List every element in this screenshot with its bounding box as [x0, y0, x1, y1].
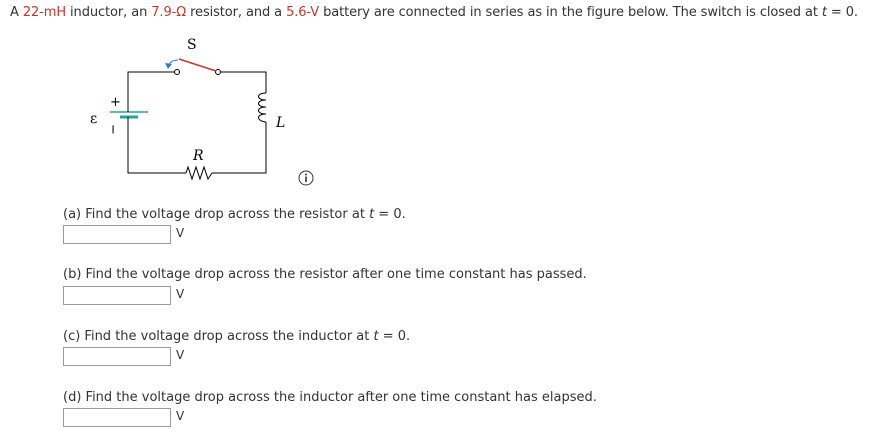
question-a: [63, 207, 406, 222]
time-variable: t: [373, 329, 379, 344]
emf-label: ε: [90, 111, 98, 127]
wire-right-bottom: [212, 122, 266, 173]
question-text: = 0.: [378, 329, 411, 344]
resistor-zigzag: [186, 167, 212, 179]
question-letter: (b): [63, 267, 82, 282]
question-letter: (d): [63, 390, 82, 405]
answer-input-d[interactable]: [63, 408, 171, 427]
inductor-label: L: [276, 115, 286, 131]
switch-contact-right: [216, 70, 221, 75]
circuit-diagram: [0, 0, 340, 200]
intro-text: battery are connected in series as in the figure below. The switch is closed at: [319, 5, 822, 20]
question-b: [63, 267, 587, 282]
question-letter: (a): [63, 207, 82, 222]
minus-label: −: [105, 124, 120, 135]
question-text: Find the voltage drop across the resistor after one time constant has passed.: [81, 267, 587, 282]
unit-label: V: [176, 287, 185, 301]
question-text: Find the voltage drop across the inductor at: [80, 329, 374, 344]
question-text: Find the voltage drop across the inductor after one time constant has elapsed.: [81, 390, 597, 405]
wire-top-left: [128, 72, 175, 103]
inductance-value: 22-mH: [22, 5, 67, 20]
voltage-value: 5.6-V: [286, 5, 320, 20]
answer-d: [63, 408, 185, 427]
switch-label: S: [187, 37, 197, 53]
question-text: = 0.: [374, 207, 406, 222]
switch-arrowhead: [165, 63, 172, 69]
switch-blade: [179, 59, 216, 71]
intro-text: A: [10, 5, 23, 20]
intro-text: = 0.: [826, 5, 858, 20]
answer-b: [63, 286, 185, 305]
intro-text: inductor, an: [66, 5, 152, 20]
plus-label: +: [110, 95, 121, 110]
resistance-value: 7.9-Ω: [151, 5, 187, 20]
answer-input-a[interactable]: [63, 225, 171, 244]
answer-c: [63, 347, 185, 366]
question-c: [63, 329, 410, 344]
question-d: [63, 390, 597, 405]
unit-label: V: [176, 226, 185, 240]
wire-bottom-left: [128, 121, 186, 173]
inductor-coil: [259, 93, 267, 122]
time-variable: t: [821, 5, 827, 20]
info-icon[interactable]: [298, 170, 314, 186]
unit-label: V: [176, 348, 185, 362]
answer-a: [63, 225, 185, 244]
time-variable: t: [369, 207, 375, 222]
question-text: Find the voltage drop across the resistor at: [81, 207, 370, 222]
unit-label: V: [176, 409, 185, 423]
answer-input-b[interactable]: [63, 286, 171, 305]
answer-input-c[interactable]: [63, 347, 171, 366]
question-letter: (c): [63, 329, 81, 344]
resistor-label: R: [193, 148, 204, 164]
intro-text: resistor, and a: [186, 5, 287, 20]
wire-top-right: [220, 72, 266, 93]
switch-contact-left: [175, 70, 180, 75]
